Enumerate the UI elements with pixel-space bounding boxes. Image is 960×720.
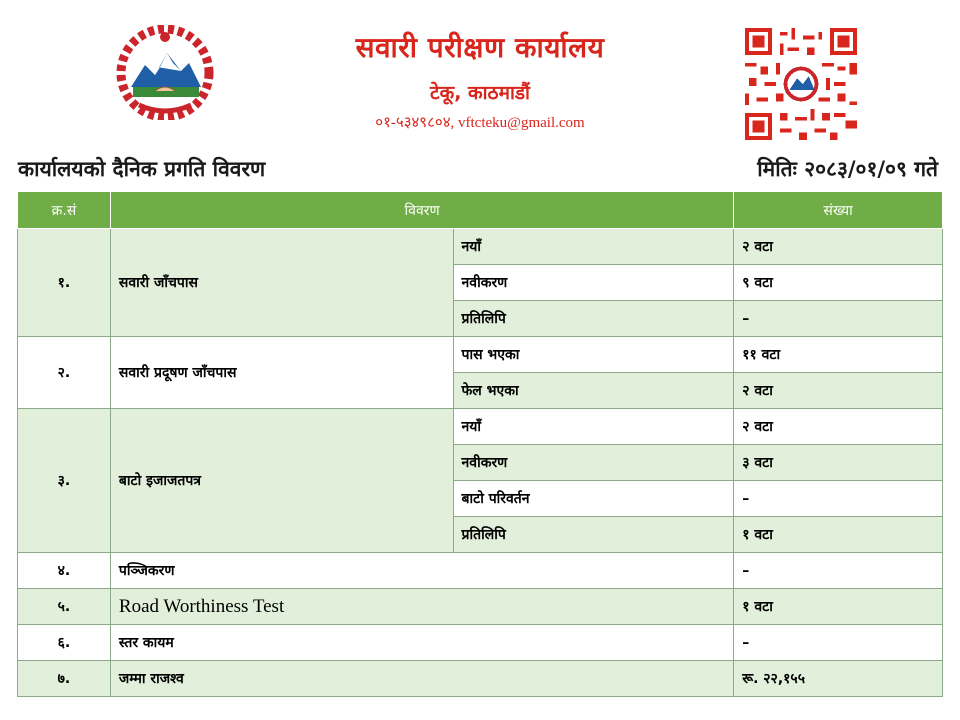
row-subitem: नयाँ bbox=[453, 409, 734, 445]
table-row bbox=[18, 589, 943, 625]
table-row bbox=[18, 553, 943, 589]
table-row bbox=[18, 661, 943, 697]
row-sn: ५. bbox=[18, 589, 111, 625]
row-value: १ वटा bbox=[734, 517, 943, 553]
row-value: २ वटा bbox=[734, 373, 943, 409]
row-subitem: पास भएका bbox=[453, 337, 734, 373]
column-header-count: संख्या bbox=[734, 192, 943, 229]
row-subitem: प्रतिलिपि bbox=[453, 301, 734, 337]
office-address: टेकू, काठमाडौं bbox=[430, 82, 530, 104]
report-title: कार्यालयको दैनिक प्रगति विवरण bbox=[18, 157, 266, 181]
table-row bbox=[18, 337, 943, 373]
daily-progress-table bbox=[17, 191, 943, 697]
table-header-row bbox=[18, 192, 943, 229]
row-title: पञ्जिकरण bbox=[110, 553, 733, 589]
row-title: जम्मा राजश्व bbox=[110, 661, 733, 697]
row-sn: ४. bbox=[18, 553, 111, 589]
row-value: – bbox=[734, 301, 943, 337]
row-title: Road Worthiness Test bbox=[110, 589, 733, 625]
column-header-description: विवरण bbox=[110, 192, 733, 229]
row-value: २ वटा bbox=[734, 409, 943, 445]
row-title: बाटो इजाजतपत्र bbox=[110, 409, 453, 553]
row-value: १ वटा bbox=[734, 589, 943, 625]
column-header-sn: क्र.सं bbox=[18, 192, 111, 229]
letterhead bbox=[0, 0, 960, 150]
row-value: ९ वटा bbox=[734, 265, 943, 301]
row-subitem: फेल भएका bbox=[453, 373, 734, 409]
row-subitem: नवीकरण bbox=[453, 265, 734, 301]
qr-code-icon bbox=[745, 28, 857, 140]
office-name: सवारी परीक्षण कार्यालय bbox=[355, 31, 605, 64]
row-sn: २. bbox=[18, 337, 111, 409]
row-title: सवारी प्रदूषण जाँचपास bbox=[110, 337, 453, 409]
row-sn: ६. bbox=[18, 625, 111, 661]
office-contact: ०१-५३४९८०४, vftcteku@gmail.com bbox=[375, 115, 585, 131]
row-subitem: नवीकरण bbox=[453, 445, 734, 481]
row-value: – bbox=[734, 553, 943, 589]
row-subitem: प्रतिलिपि bbox=[453, 517, 734, 553]
row-value: ११ वटा bbox=[734, 337, 943, 373]
table-row bbox=[18, 409, 943, 445]
table-row bbox=[18, 625, 943, 661]
row-value: – bbox=[734, 481, 943, 517]
row-value: रू. २२,१५५ bbox=[734, 661, 943, 697]
row-value: ३ वटा bbox=[734, 445, 943, 481]
row-sn: १. bbox=[18, 229, 111, 337]
row-sn: ७. bbox=[18, 661, 111, 697]
row-title: सवारी जाँचपास bbox=[110, 229, 453, 337]
row-value: २ वटा bbox=[734, 229, 943, 265]
table-row bbox=[18, 229, 943, 265]
report-date: मितिः २०८३/०१/०९ गते bbox=[757, 157, 938, 181]
row-subitem: बाटो परिवर्तन bbox=[453, 481, 734, 517]
row-subitem: नयाँ bbox=[453, 229, 734, 265]
row-title: स्तर कायम bbox=[110, 625, 733, 661]
row-sn: ३. bbox=[18, 409, 111, 553]
row-value: – bbox=[734, 625, 943, 661]
